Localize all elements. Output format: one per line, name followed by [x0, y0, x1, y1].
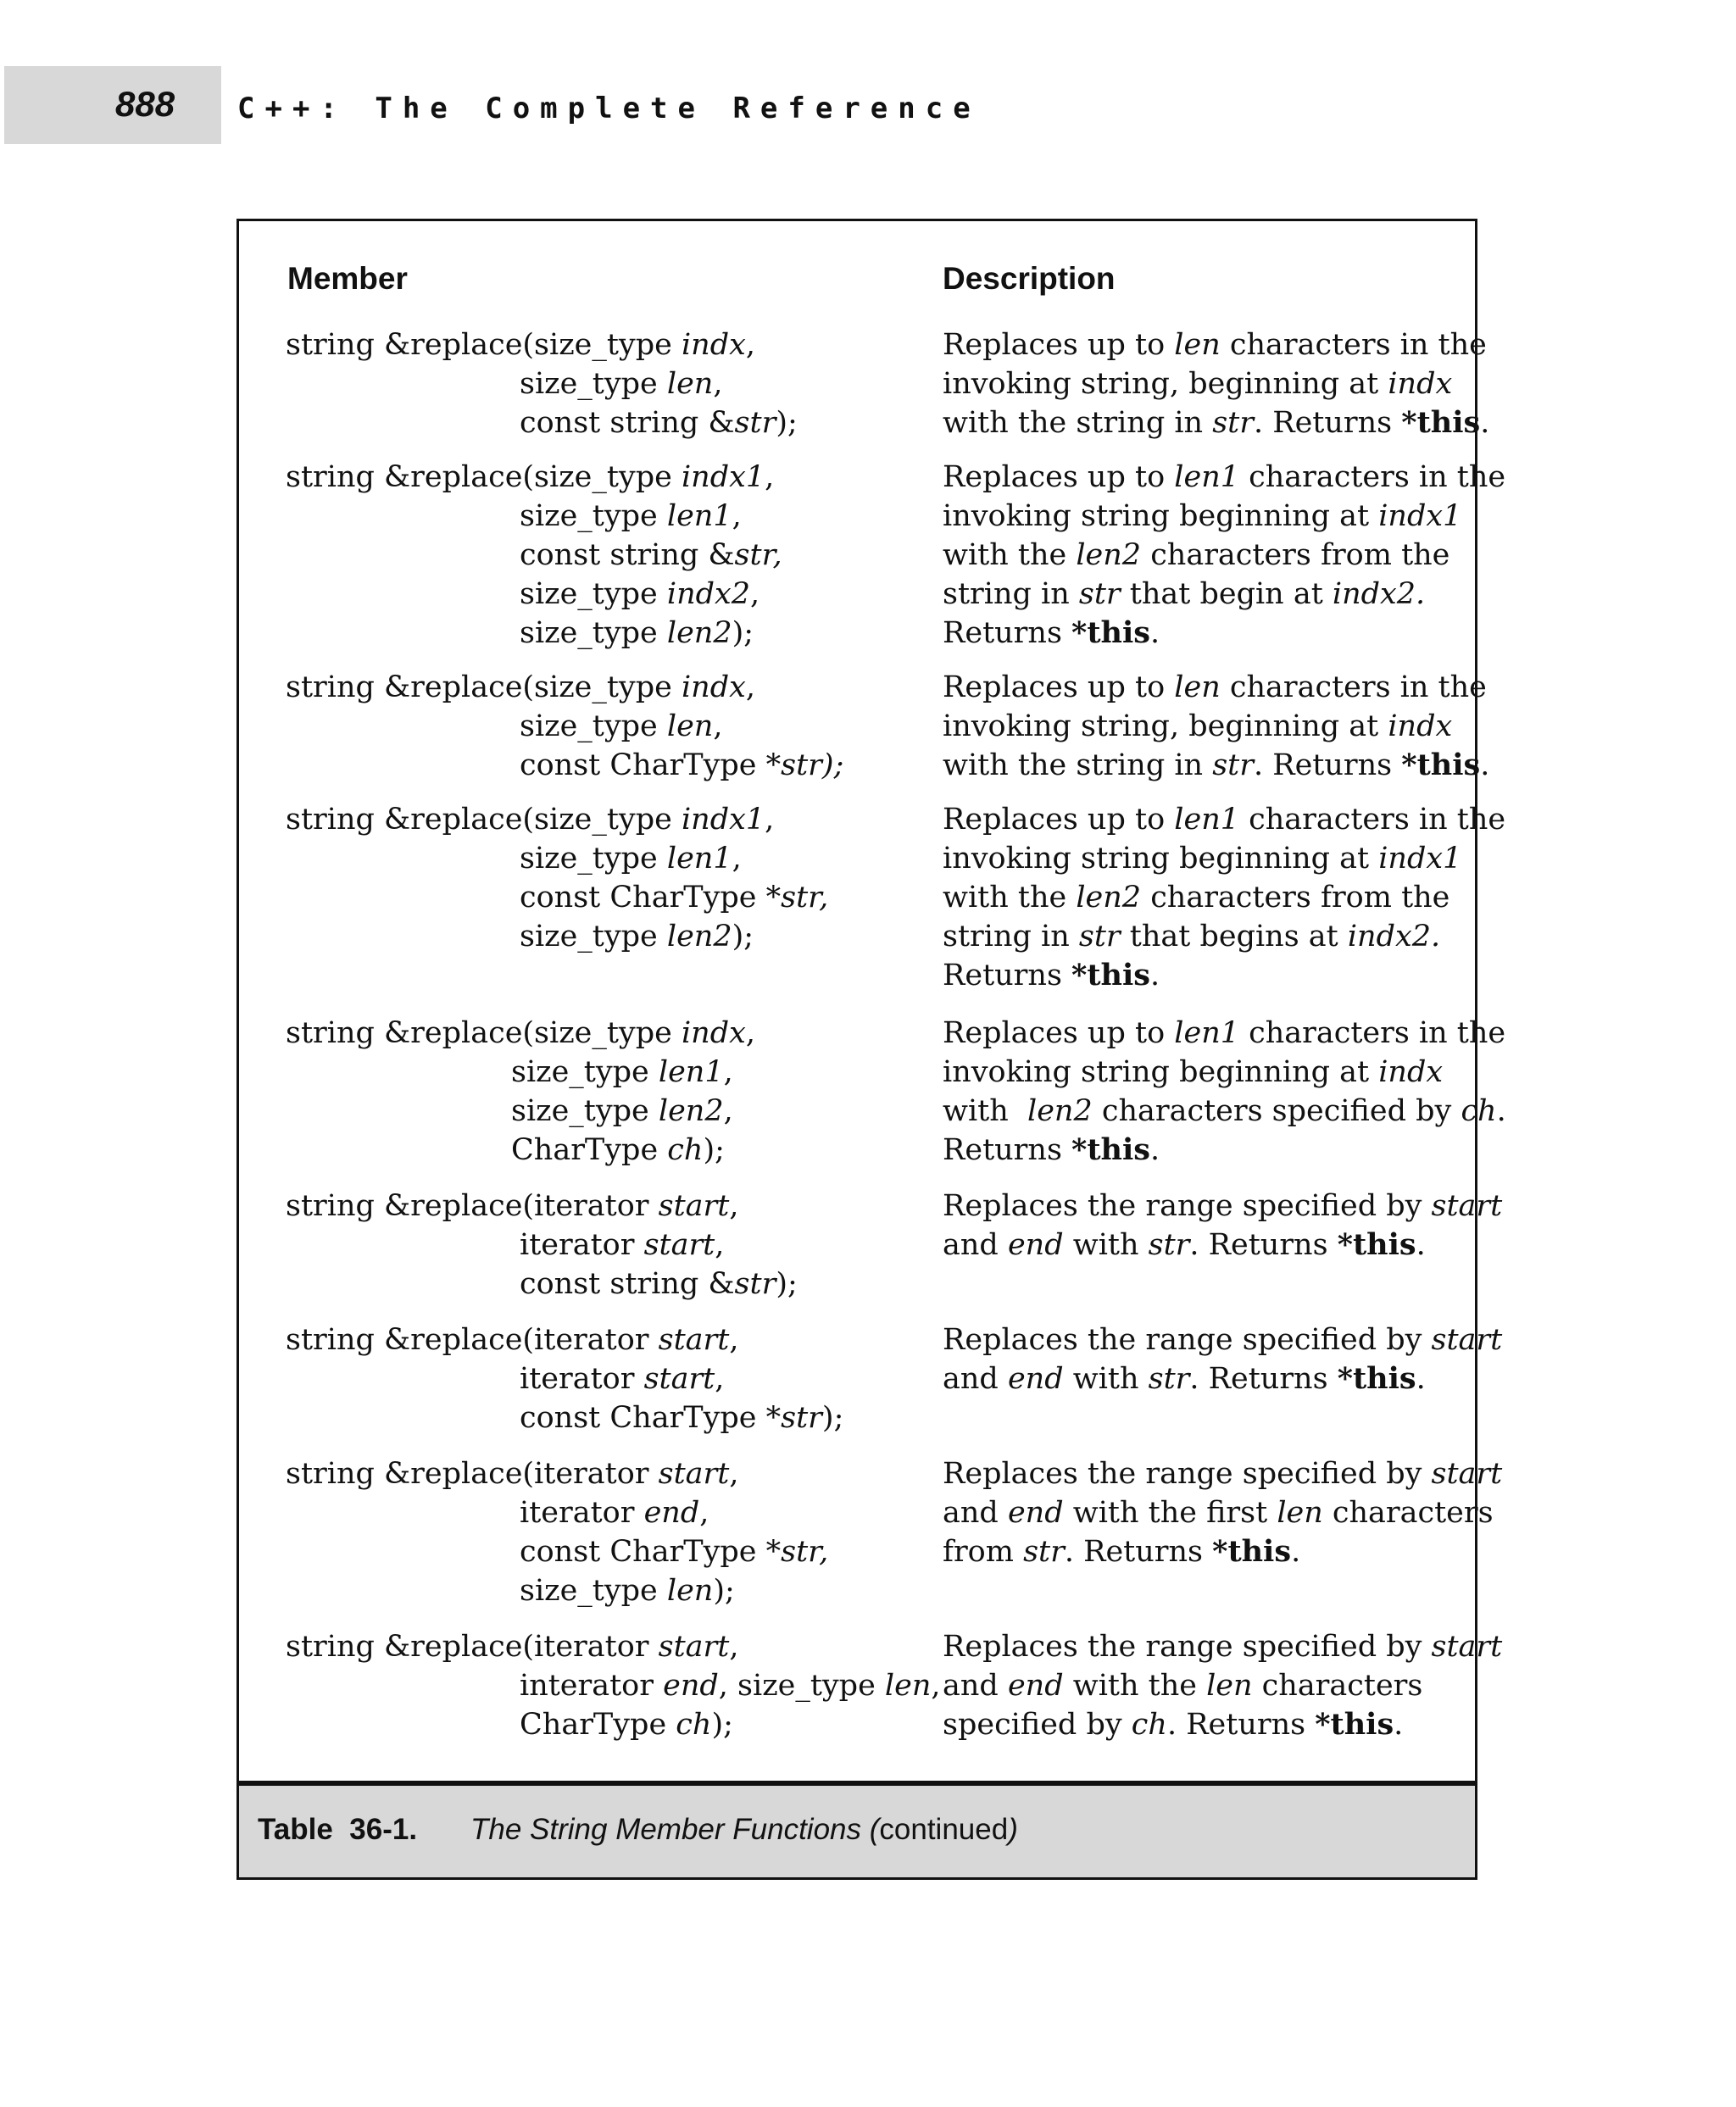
italic-term: indx [681, 670, 746, 704]
description-line [943, 839, 1468, 878]
member-line [286, 707, 930, 746]
member-description [943, 668, 1490, 785]
description-line [943, 878, 1468, 917]
text-run: string &replace(iterator [286, 1630, 659, 1664]
italic-term: len [884, 1669, 932, 1703]
description-line [943, 1359, 1468, 1398]
text-run: Returns [943, 616, 1072, 650]
description-line [943, 1705, 1468, 1744]
member-line [286, 1187, 930, 1226]
text-run: const CharType * [520, 748, 782, 782]
text-run: characters from the [1141, 538, 1450, 572]
italic-term: len [666, 1574, 714, 1608]
member-line [286, 1627, 930, 1666]
description-line [943, 497, 1468, 536]
text-run: and [943, 1362, 1008, 1396]
member-signature [286, 1187, 930, 1304]
italic-term: str [734, 406, 776, 440]
text-run: ); [821, 1401, 844, 1435]
text-run: and [943, 1669, 1008, 1703]
text-run: from [943, 1535, 1024, 1569]
text-run: , [745, 328, 755, 362]
description-line [943, 1493, 1494, 1532]
italic-term: len1 [666, 842, 732, 876]
italic-term: len2 [666, 616, 732, 650]
member-line [286, 839, 930, 878]
description-line [943, 1014, 1506, 1053]
member-signature [286, 458, 930, 653]
text-run: , [729, 1323, 739, 1357]
member-line [286, 1705, 930, 1744]
italic-term: str [1212, 406, 1254, 440]
description-line [943, 956, 1468, 995]
member-description [943, 1014, 1506, 1170]
description-line [943, 1092, 1506, 1131]
text-run: invoking string beginning at [943, 842, 1379, 876]
italic-term: start [1431, 1457, 1503, 1491]
italic-term: ch [667, 1133, 704, 1167]
description-line [943, 800, 1506, 839]
italic-term: end [1007, 1496, 1064, 1530]
member-signature [286, 1014, 930, 1170]
text-run: characters [1322, 1496, 1494, 1530]
member-description [943, 1627, 1503, 1744]
text-run: size_type [520, 577, 667, 611]
description-line [943, 1532, 1468, 1571]
text-run: const string & [520, 406, 735, 440]
text-run: , [931, 1669, 941, 1703]
text-run: and [943, 1228, 1008, 1262]
page-number: 888 [115, 84, 175, 124]
description-line [943, 1454, 1503, 1493]
text-run: size_type [520, 616, 667, 650]
italic-term: indx2 [666, 577, 751, 611]
description-line [943, 325, 1487, 364]
text-run: Replaces the range specified by [943, 1630, 1432, 1664]
text-run: characters in the [1239, 803, 1506, 837]
text-run: characters in the [1239, 460, 1506, 494]
text-run: iterator [520, 1496, 644, 1530]
member-line [286, 364, 930, 403]
member-line [286, 1493, 930, 1532]
member-signature [286, 800, 930, 956]
text-run: with the [943, 881, 1077, 915]
table-caption-label: Table 36-1. [258, 1813, 418, 1846]
text-run: ); [776, 406, 798, 440]
description-line [943, 1226, 1468, 1265]
italic-term: indx2. [1332, 577, 1426, 611]
italic-term: start [1431, 1630, 1503, 1664]
text-run: with the string in [943, 748, 1213, 782]
text-run: size_type [511, 1094, 659, 1128]
italic-term: end [643, 1496, 700, 1530]
description-line [943, 707, 1468, 746]
description-line [943, 403, 1490, 442]
italic-term: str, [781, 881, 829, 915]
text-run: with [1063, 1362, 1149, 1396]
text-run: const string & [520, 538, 735, 572]
description-line [943, 1187, 1503, 1226]
text-run: ); [703, 1133, 725, 1167]
italic-term: len1 [658, 1055, 724, 1089]
italic-term: indx1 [681, 460, 765, 494]
member-line [286, 1131, 930, 1170]
text-run: ); [776, 1267, 798, 1301]
text-run: , [750, 577, 760, 611]
text-run: size_type [520, 709, 667, 743]
italic-term: str [1078, 920, 1121, 953]
text-run: , [745, 670, 755, 704]
italic-term: start [658, 1323, 730, 1357]
italic-term: ch [676, 1708, 712, 1742]
text-run: . [1496, 1094, 1506, 1128]
caption-continued: continued [879, 1813, 1009, 1846]
bold-keyword: *this [1212, 1534, 1292, 1569]
member-description [943, 800, 1506, 995]
italic-term: len [1277, 1496, 1323, 1530]
text-run: . [1480, 748, 1490, 782]
text-run: that begins at [1120, 920, 1348, 953]
description-line [943, 614, 1468, 653]
italic-term: str [734, 1267, 776, 1301]
text-run: with the [943, 538, 1077, 572]
text-run: Replaces up to [943, 460, 1175, 494]
member-line [286, 1053, 930, 1092]
table-caption-bar [239, 1781, 1475, 1877]
text-run: Replaces up to [943, 1016, 1175, 1050]
text-run: iterator [520, 1362, 644, 1396]
italic-term: start [643, 1362, 715, 1396]
description-line [943, 364, 1468, 403]
italic-term: end [663, 1669, 719, 1703]
text-run: . [1416, 1362, 1426, 1396]
text-run: that begin at [1120, 577, 1333, 611]
text-run: size_type [520, 1574, 667, 1608]
description-line [943, 1627, 1503, 1666]
italic-term: end [1007, 1228, 1064, 1262]
running-title: C++: The Complete Reference [237, 92, 981, 125]
text-run: characters from the [1141, 881, 1450, 915]
member-signature [286, 1454, 930, 1610]
member-signature [286, 325, 930, 442]
text-run: , [723, 1055, 733, 1089]
italic-term: start [1431, 1189, 1503, 1223]
italic-term: len1 [1174, 1016, 1239, 1050]
text-run: , size_type [718, 1669, 885, 1703]
member-line [286, 1226, 930, 1265]
description-line [943, 575, 1468, 614]
description-line [943, 668, 1487, 707]
italic-term: len [1206, 1669, 1253, 1703]
text-run: size_type [520, 367, 667, 401]
text-run: . [1480, 406, 1490, 440]
member-line [286, 403, 930, 442]
text-run: string &replace(iterator [286, 1457, 659, 1491]
italic-term: len1 [666, 499, 732, 533]
text-run: invoking string, beginning at [943, 709, 1388, 743]
italic-term: str, [734, 538, 782, 572]
text-run: CharType [520, 1708, 676, 1742]
text-run: . Returns [1253, 406, 1402, 440]
italic-term: end [1007, 1362, 1064, 1396]
italic-term: len2 [1076, 538, 1142, 572]
text-run: specified by [943, 1708, 1132, 1742]
member-line [286, 1265, 930, 1304]
text-run: and [943, 1496, 1008, 1530]
italic-term: len1 [1174, 803, 1239, 837]
text-run: size_type [520, 920, 667, 953]
text-run: invoking string beginning at [943, 499, 1379, 533]
member-line [286, 1359, 930, 1398]
text-run: . [1291, 1535, 1301, 1569]
text-run: iterator [520, 1228, 644, 1262]
italic-term: len1 [1174, 460, 1239, 494]
description-line [943, 536, 1468, 575]
bold-keyword: *this [1315, 1707, 1394, 1742]
italic-term: str [1023, 1535, 1065, 1569]
text-run: , [765, 460, 775, 494]
text-run: Replaces up to [943, 670, 1175, 704]
text-run: const CharType * [520, 1401, 782, 1435]
text-run: . Returns [1253, 748, 1402, 782]
member-signature [286, 1627, 941, 1744]
italic-term: len [1174, 328, 1221, 362]
text-run: with [943, 1094, 1028, 1128]
member-line [286, 614, 930, 653]
italic-term: start [643, 1228, 715, 1262]
member-line [286, 746, 930, 785]
italic-term: len2 [1027, 1094, 1093, 1128]
text-run: string in [943, 577, 1079, 611]
text-run: ); [713, 1574, 735, 1608]
member-description [943, 458, 1506, 653]
caption-title-text: The String Member Functions ( [470, 1813, 880, 1846]
caption-close: ) [1008, 1813, 1018, 1846]
text-run: . Returns [1166, 1708, 1316, 1742]
text-run: . Returns [1189, 1362, 1338, 1396]
column-header-description: Description [943, 261, 1116, 296]
text-run: Replaces the range specified by [943, 1457, 1432, 1491]
description-line [943, 458, 1506, 497]
text-run: , [699, 1496, 709, 1530]
bold-keyword: *this [1337, 1227, 1416, 1262]
text-run: Returns [943, 959, 1072, 992]
page-number-box [4, 66, 221, 144]
text-run: string &replace(size_type [286, 460, 682, 494]
text-run: string &replace(iterator [286, 1323, 659, 1357]
text-run: characters in the [1220, 670, 1487, 704]
text-run: size_type [511, 1055, 659, 1089]
column-header-member: Member [287, 261, 408, 296]
bold-keyword: *this [1401, 748, 1481, 782]
text-run: string in [943, 920, 1079, 953]
text-run: . [1394, 1708, 1404, 1742]
member-description [943, 1187, 1503, 1265]
member-line [286, 458, 930, 497]
text-run: interator [520, 1669, 664, 1703]
member-line [286, 325, 930, 364]
member-description [943, 1454, 1503, 1571]
italic-term: indx [681, 328, 746, 362]
member-line [286, 575, 930, 614]
member-line [286, 917, 930, 956]
italic-term: indx1 [1378, 842, 1462, 876]
italic-term: indx [1388, 367, 1453, 401]
text-run: , [713, 367, 723, 401]
italic-term: indx [1388, 709, 1453, 743]
text-run: const CharType * [520, 1535, 782, 1569]
member-line [286, 1014, 930, 1053]
text-run: Returns [943, 1133, 1072, 1167]
text-run: . Returns [1189, 1228, 1338, 1262]
bold-keyword: *this [1071, 1132, 1150, 1167]
text-run: string &replace(size_type [286, 670, 682, 704]
description-line [943, 1666, 1468, 1705]
text-run: . [1149, 1133, 1160, 1167]
text-run: with the first [1063, 1496, 1277, 1530]
text-run: string &replace(iterator [286, 1189, 659, 1223]
text-run: . [1149, 616, 1160, 650]
text-run: , [732, 842, 742, 876]
text-run: size_type [520, 842, 667, 876]
member-line [286, 1398, 930, 1437]
member-line [286, 497, 930, 536]
italic-term: str, [781, 1535, 829, 1569]
text-run: characters in the [1220, 328, 1487, 362]
text-run: with the string in [943, 406, 1213, 440]
text-run: Replaces up to [943, 328, 1175, 362]
member-line [286, 1454, 930, 1493]
italic-term: start [1431, 1323, 1503, 1357]
text-run: , [715, 1228, 725, 1262]
description-line [943, 746, 1490, 785]
text-run: , [729, 1457, 739, 1491]
italic-term: str [1148, 1228, 1190, 1262]
text-run: characters in the [1239, 1016, 1506, 1050]
text-run: . [1149, 959, 1160, 992]
italic-term: indx [681, 1016, 746, 1050]
italic-term: str [1148, 1362, 1190, 1396]
text-run: with the [1063, 1669, 1207, 1703]
member-line [286, 668, 930, 707]
italic-term: end [1007, 1669, 1064, 1703]
text-run: ); [711, 1708, 733, 1742]
italic-term: str [1212, 748, 1254, 782]
description-line [943, 1053, 1468, 1092]
bold-keyword: *this [1337, 1361, 1416, 1396]
description-line [943, 1320, 1503, 1359]
italic-term: str [781, 1401, 822, 1435]
italic-term: len2 [658, 1094, 724, 1128]
text-run: , [732, 499, 742, 533]
italic-term: start [658, 1189, 730, 1223]
bold-keyword: *this [1071, 615, 1150, 650]
member-line [286, 878, 930, 917]
member-signature [286, 668, 930, 785]
text-run: . Returns [1064, 1535, 1213, 1569]
bold-keyword: *this [1401, 405, 1481, 440]
description-line [943, 1131, 1468, 1170]
text-run: characters specified by [1092, 1094, 1461, 1128]
italic-term: len2 [666, 920, 732, 953]
italic-term: len [666, 709, 714, 743]
text-run: , [729, 1189, 739, 1223]
text-run: characters [1252, 1669, 1423, 1703]
text-run: , [729, 1630, 739, 1664]
italic-term: ch [1131, 1708, 1167, 1742]
text-run: const string & [520, 1267, 735, 1301]
member-line [286, 1571, 930, 1610]
text-run: ); [732, 616, 754, 650]
text-run: invoking string, beginning at [943, 367, 1388, 401]
text-run: Replaces the range specified by [943, 1323, 1432, 1357]
text-run: size_type [520, 499, 667, 533]
text-run: string &replace(size_type [286, 328, 682, 362]
italic-term: len2 [1076, 881, 1142, 915]
text-run: . [1416, 1228, 1426, 1262]
italic-term: str [1078, 577, 1121, 611]
text-run: , [765, 803, 775, 837]
italic-term: start [658, 1630, 730, 1664]
description-line [943, 917, 1468, 956]
bold-keyword: *this [1071, 958, 1150, 992]
text-run: invoking string beginning at [943, 1055, 1379, 1089]
italic-term: str); [781, 748, 844, 782]
member-description [943, 1320, 1503, 1398]
text-run: , [723, 1094, 733, 1128]
member-description [943, 325, 1490, 442]
text-run: CharType [511, 1133, 668, 1167]
text-run: with [1063, 1228, 1149, 1262]
text-run: string &replace(size_type [286, 1016, 682, 1050]
member-line [286, 1666, 941, 1705]
text-run: Replaces the range specified by [943, 1189, 1432, 1223]
italic-term: ch [1461, 1094, 1497, 1128]
text-run: , [745, 1016, 755, 1050]
text-run: Replaces up to [943, 803, 1175, 837]
member-line [286, 1320, 930, 1359]
member-signature [286, 1320, 930, 1437]
text-run: , [715, 1362, 725, 1396]
italic-term: len [1174, 670, 1221, 704]
italic-term: indx [1378, 1055, 1444, 1089]
italic-term: len [666, 367, 714, 401]
text-run: , [713, 709, 723, 743]
italic-term: indx2. [1347, 920, 1441, 953]
member-line [286, 1092, 930, 1131]
text-run: const CharType * [520, 881, 782, 915]
text-run: string &replace(size_type [286, 803, 682, 837]
member-line [286, 536, 930, 575]
table-caption-title [470, 1811, 1018, 1848]
italic-term: indx1 [1378, 499, 1462, 533]
italic-term: start [658, 1457, 730, 1491]
italic-term: indx1 [681, 803, 765, 837]
text-run: ); [732, 920, 754, 953]
member-line [286, 800, 930, 839]
member-line [286, 1532, 930, 1571]
